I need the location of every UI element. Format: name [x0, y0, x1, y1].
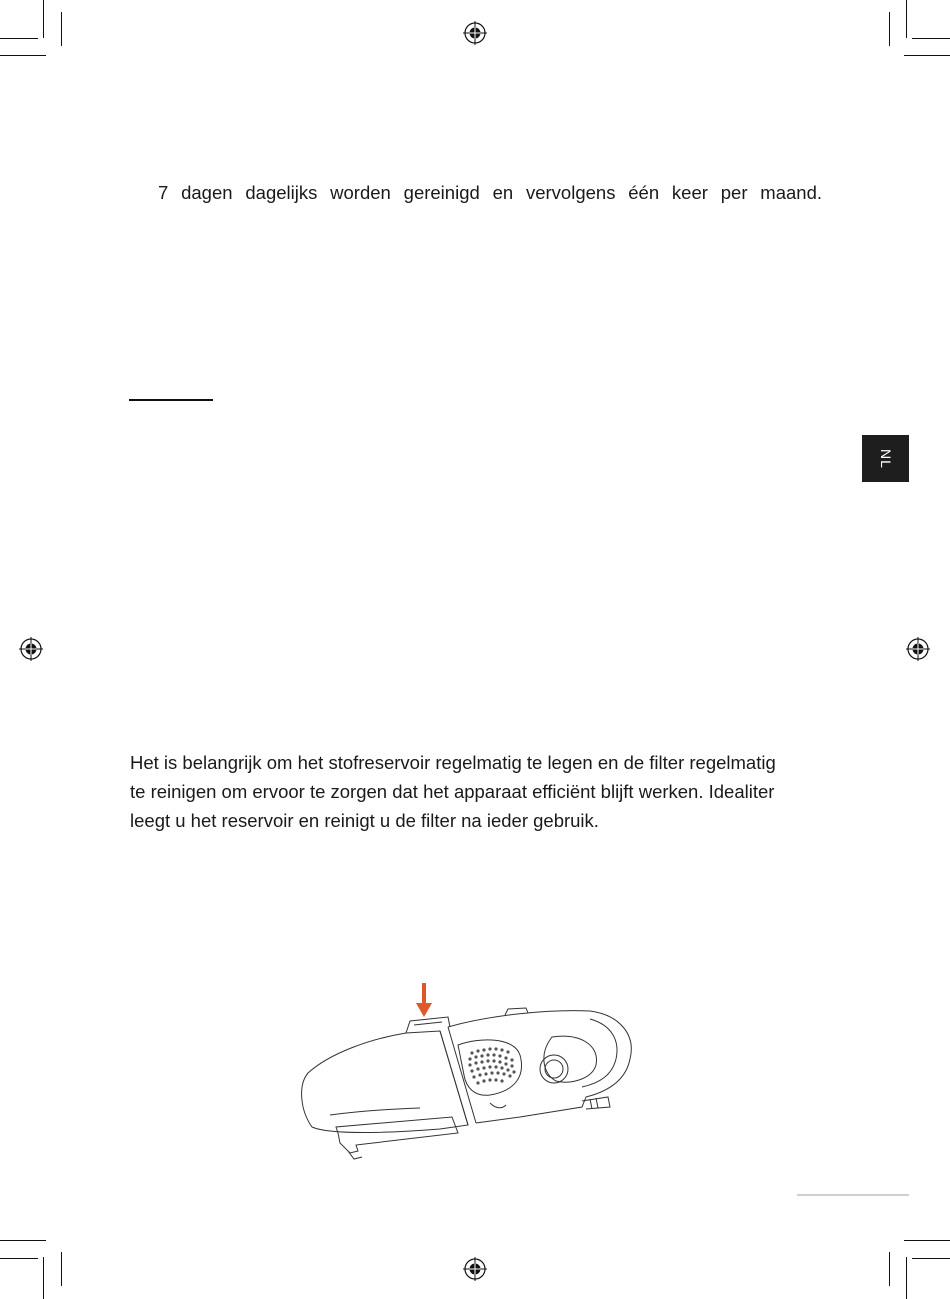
body-paragraph: [130, 748, 830, 835]
press-arrow-icon: [416, 983, 432, 1017]
crop-mark: [904, 1240, 950, 1241]
crop-mark: [43, 0, 44, 38]
language-tab: [862, 435, 909, 482]
crop-mark: [61, 12, 62, 46]
intro-text-line: 7 dagen dagelijks worden gereinigd en vervolgens één keer per maand.: [158, 182, 822, 203]
crop-mark: [906, 0, 907, 38]
crop-mark: [889, 12, 890, 46]
crop-mark: [0, 1258, 38, 1259]
registration-mark-icon: [19, 637, 43, 661]
crop-mark: [889, 1252, 890, 1286]
crop-mark: [912, 38, 950, 39]
crop-mark: [912, 1258, 950, 1259]
crop-mark: [0, 38, 38, 39]
paragraph-line: Het is belangrijk om het stofreservoir regelmatig te legen en de filter regelmatig: [130, 752, 776, 773]
paragraph-line: te reinigen om ervoor te zorgen dat het apparaat efficiënt blijft werken. Idealiter: [130, 781, 775, 802]
crop-mark: [61, 1252, 62, 1286]
language-tab-label: NL: [877, 448, 894, 469]
registration-mark-icon: [906, 637, 930, 661]
page-footer-rule: [797, 1194, 909, 1196]
paragraph-line: leegt u het reservoir en reinigt u de filter na ieder gebruik.: [130, 810, 599, 831]
registration-mark-icon: [463, 1257, 487, 1281]
crop-mark: [904, 55, 950, 56]
heading-underline: [129, 399, 213, 401]
registration-mark-icon: [463, 21, 487, 45]
crop-mark: [906, 1257, 907, 1299]
crop-mark: [0, 1240, 46, 1241]
crop-mark: [0, 55, 46, 56]
vacuum-illustration: [290, 975, 650, 1175]
crop-mark: [43, 1257, 44, 1299]
